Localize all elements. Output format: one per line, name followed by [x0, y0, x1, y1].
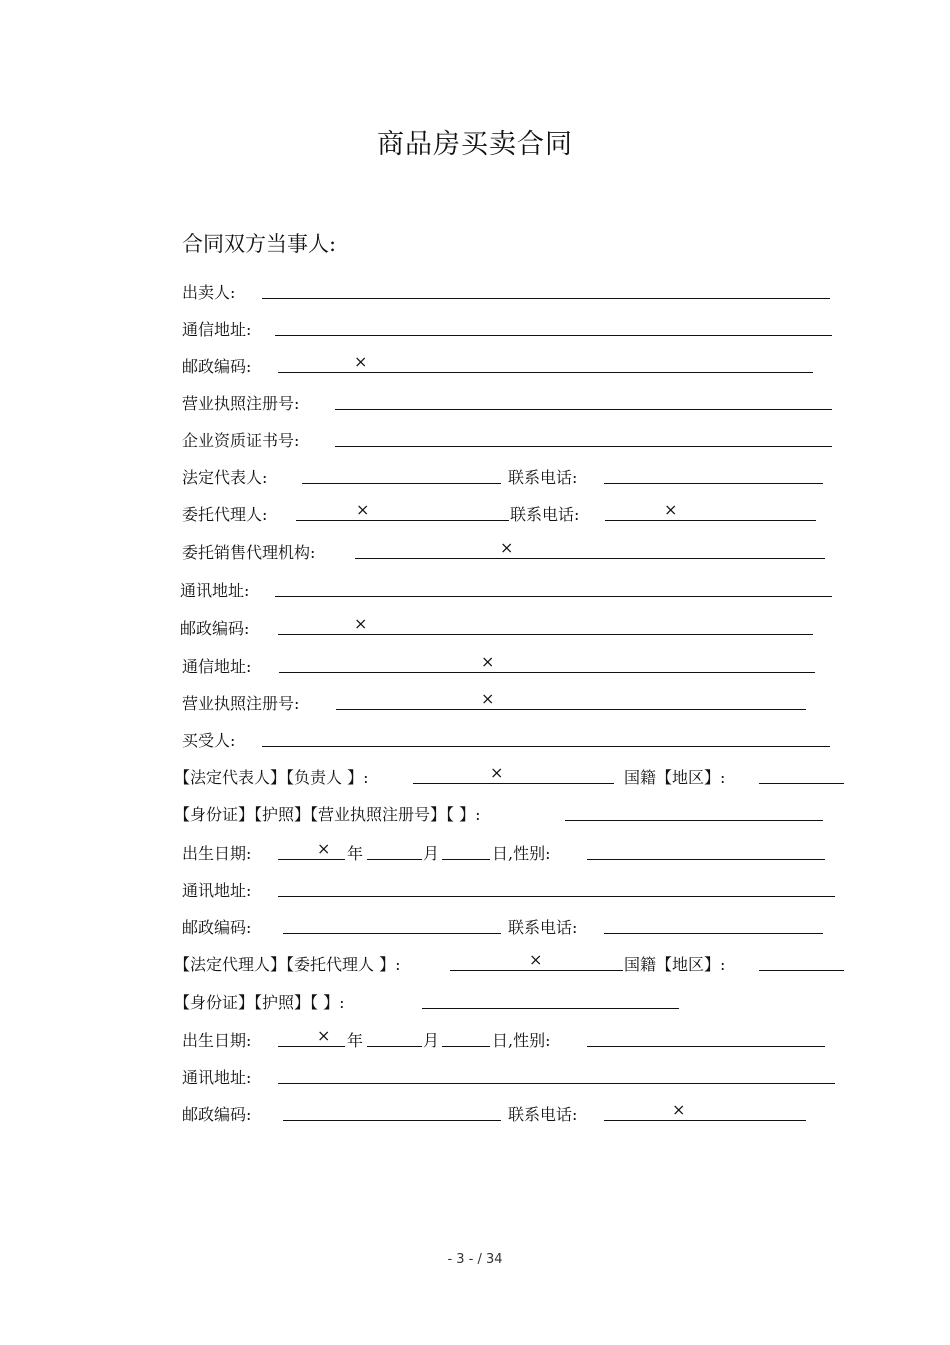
buyer-agent-label: 【法定代理人】【委托代理人 】:: [174, 955, 401, 974]
agency-comm-address-row: [0, 574, 950, 604]
buyer-address-row: [0, 874, 950, 904]
id-type-label: 【身份证】【护照】【营业执照注册号】【 】:: [174, 805, 481, 824]
nationality-label: 国籍【地区】:: [624, 955, 726, 974]
cross-mark: ×: [481, 689, 495, 708]
year-label: 年: [347, 1031, 364, 1050]
comm-address-line: [275, 596, 832, 597]
postcode-line: [283, 933, 501, 934]
cross-mark: ×: [354, 352, 368, 371]
address-label: 通信地址:: [182, 657, 252, 676]
phone-label: 联系电话:: [508, 468, 578, 487]
phone-line: [605, 520, 816, 521]
birth-year-line: [278, 859, 345, 860]
agency-address-row: [0, 650, 950, 680]
cross-mark: ×: [354, 614, 368, 633]
legal-rep-row: [0, 461, 950, 491]
buyer-label: 买受人:: [182, 731, 236, 750]
license-line: [336, 709, 806, 710]
gender-line: [587, 859, 825, 860]
license-label: 营业执照注册号:: [182, 394, 300, 413]
postcode-line: [283, 1120, 501, 1121]
birth-day-line: [442, 1046, 490, 1047]
cross-mark: ×: [672, 1100, 686, 1119]
cross-mark: ×: [481, 652, 495, 671]
buyer-rep-line: [413, 783, 614, 784]
legal-rep-line: [302, 483, 501, 484]
year-label: 年: [347, 844, 364, 863]
comm-address-label: 通讯地址:: [180, 581, 250, 600]
buyer-row: [0, 724, 950, 754]
nationality-line: [759, 783, 844, 784]
seller-line: [262, 298, 830, 299]
postcode-label: 邮政编码:: [182, 1105, 252, 1124]
day-gender-label: 日,性别:: [492, 844, 551, 863]
qualification-label: 企业资质证书号:: [182, 431, 300, 450]
qualification-line: [335, 446, 832, 447]
birth-month-line: [367, 1046, 422, 1047]
seller-label: 出卖人:: [182, 283, 236, 302]
agent-row: [0, 498, 950, 528]
birth-label: 出生日期:: [182, 844, 252, 863]
parties-heading: 合同双方当事人:: [182, 232, 337, 256]
postcode-label: 邮政编码:: [182, 357, 252, 376]
gender-line: [587, 1046, 825, 1047]
sales-agency-row: [0, 536, 950, 566]
buyer-line: [262, 746, 830, 747]
phone-label: 联系电话:: [508, 918, 578, 937]
address-line: [279, 672, 815, 673]
buyer-id-row: [0, 798, 950, 828]
document-title: 商品房买卖合同: [377, 129, 573, 160]
phone-line: [604, 1120, 806, 1121]
agency-license-row: [0, 687, 950, 717]
birth-label: 出生日期:: [182, 1031, 252, 1050]
id-number-line: [565, 820, 823, 821]
phone-line: [604, 483, 823, 484]
seller-license-row: [0, 387, 950, 417]
cross-mark: ×: [529, 950, 543, 969]
buyer-agent-line: [450, 970, 623, 971]
phone-label: 联系电话:: [510, 505, 580, 524]
phone-line: [604, 933, 823, 934]
agent-line: [296, 520, 509, 521]
cross-mark: ×: [356, 500, 370, 519]
cross-mark: ×: [500, 538, 514, 557]
address-label: 通信地址:: [182, 320, 252, 339]
comm-address-label: 通讯地址:: [182, 881, 252, 900]
agent-postcode-row: [0, 1098, 950, 1128]
birth-day-line: [442, 859, 490, 860]
cross-mark: ×: [317, 1026, 331, 1045]
month-label: 月: [423, 844, 440, 863]
page-number: - 3 - / 34: [447, 1252, 503, 1267]
postcode-label: 邮政编码:: [180, 619, 250, 638]
qualification-row: [0, 424, 950, 454]
postcode-line: [278, 634, 813, 635]
nationality-line: [759, 970, 844, 971]
postcode-line: [278, 372, 813, 373]
buyer-postcode-row: [0, 911, 950, 941]
comm-address-line: [278, 896, 835, 897]
cross-mark: ×: [317, 839, 331, 858]
nationality-label: 国籍【地区】:: [624, 768, 726, 787]
agent-address-row: [0, 1061, 950, 1091]
id-number-line: [422, 1008, 679, 1009]
day-gender-label: 日,性别:: [492, 1031, 551, 1050]
buyer-rep-row: [0, 761, 950, 791]
sales-agency-line: [355, 558, 825, 559]
id-type-label: 【身份证】【护照】【 】:: [174, 993, 345, 1012]
address-line: [275, 335, 832, 336]
comm-address-line: [278, 1083, 835, 1084]
month-label: 月: [423, 1031, 440, 1050]
seller-postcode-row: [0, 350, 950, 380]
buyer-rep-label: 【法定代表人】【负责人 】:: [174, 768, 369, 787]
agent-birth-row: [0, 1024, 950, 1054]
birth-month-line: [367, 859, 422, 860]
cross-mark: ×: [664, 500, 678, 519]
legal-rep-label: 法定代表人:: [182, 468, 268, 487]
agency-postcode-row: [0, 612, 950, 642]
postcode-label: 邮政编码:: [182, 918, 252, 937]
seller-row: [0, 276, 950, 306]
sales-agency-label: 委托销售代理机构:: [182, 543, 316, 562]
license-line: [335, 409, 832, 410]
agent-id-row: [0, 986, 950, 1016]
license-label: 营业执照注册号:: [182, 694, 300, 713]
comm-address-label: 通讯地址:: [182, 1068, 252, 1087]
seller-address-row: [0, 313, 950, 343]
buyer-agent-row: [0, 948, 950, 978]
phone-label: 联系电话:: [508, 1105, 578, 1124]
buyer-birth-row: [0, 837, 950, 867]
birth-year-line: [278, 1046, 345, 1047]
cross-mark: ×: [490, 763, 504, 782]
agent-label: 委托代理人:: [182, 505, 268, 524]
